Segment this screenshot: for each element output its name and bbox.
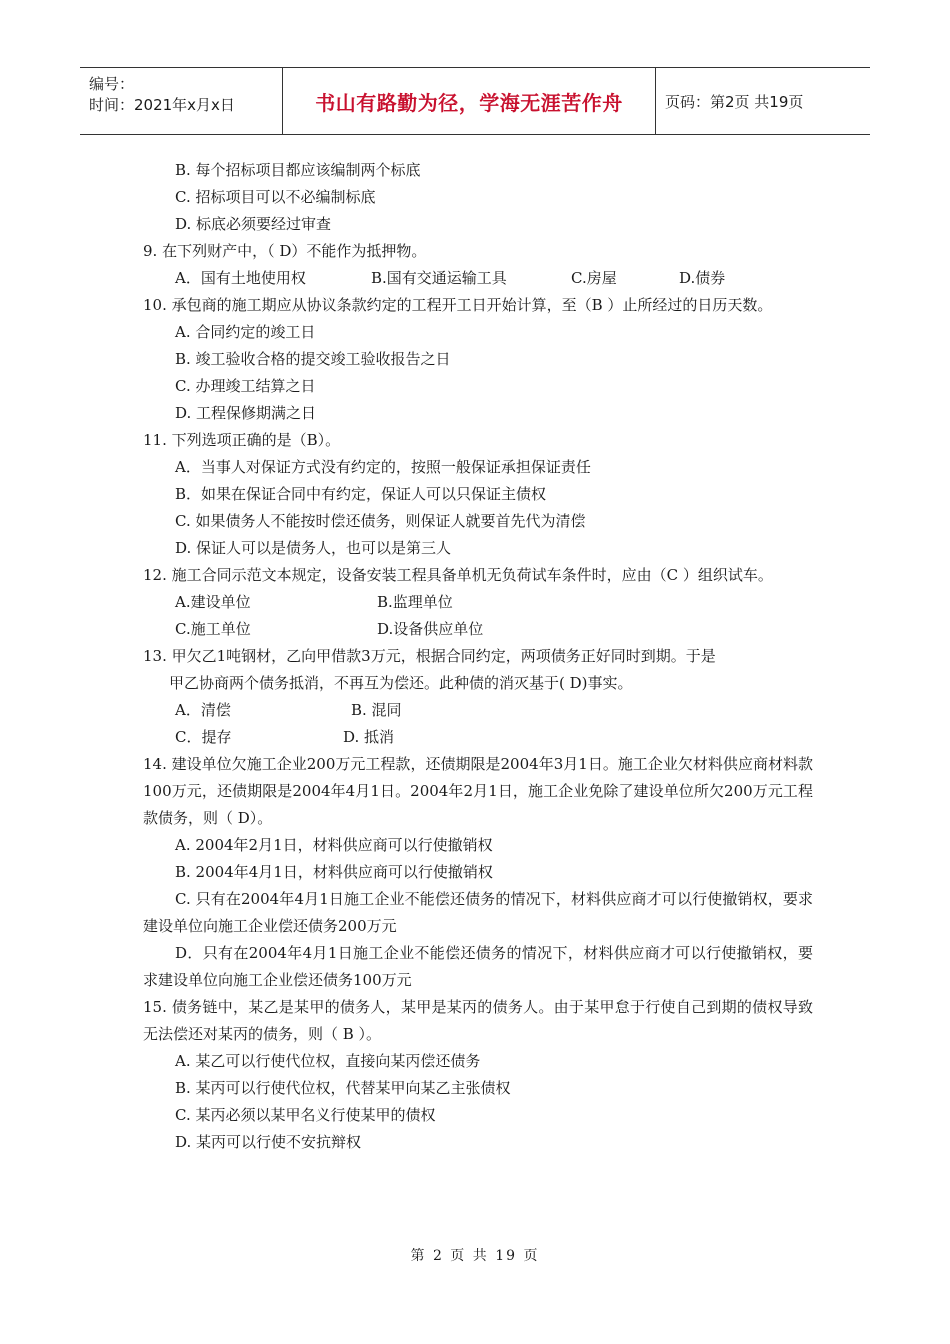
question-12-options-row2 [143, 616, 813, 643]
option-line: C. 办理竣工结算之日 [175, 377, 316, 395]
question-11: 11. 下列选项正确的是（B）。 [143, 431, 341, 449]
option-line: D. 标底必须要经过审查 [175, 215, 332, 233]
document-body [143, 157, 813, 1156]
option-b: B. 混同 [351, 701, 402, 719]
page-footer: 第 2 页 共 19 页 [410, 1248, 540, 1264]
option-line: C. 某丙必须以某甲名义行使某甲的债权 [175, 1106, 436, 1124]
question-15: 15. 债务链中，某乙是某甲的债务人，某甲是某丙的债务人。由于某甲怠于行使自己到期的债权导致无法偿还对某丙的债务，则（ B ）。 [143, 998, 813, 1043]
option-line: C. 招标项目可以不必编制标底 [175, 188, 376, 206]
option-line: A. 2004年2月1日，材料供应商可以行使撤销权 [175, 836, 493, 854]
option-d: D. 抵消 [343, 728, 395, 746]
page-header [80, 67, 870, 135]
option-line: D. 工程保修期满之日 [175, 404, 317, 422]
header-meta [80, 68, 283, 134]
option-line: B. 每个招标项目都应该编制两个标底 [175, 161, 421, 179]
option-line: D．只有在2004年4月1日施工企业不能偿还债务的情况下，材料供应商才可以行使撤销权，要求建设单位向施工企业偿还债务100万元 [143, 944, 813, 989]
option-line: C. 只有在2004年4月1日施工企业不能偿还债务的情况下，材料供应商才可以行使撤销权，要求建设单位向施工企业偿还债务200万元 [143, 890, 813, 935]
question-14: 14. 建设单位欠施工企业200万元工程款，还债期限是2004年3月1日。施工企业欠材料供应商材料款100万元，还债期限是2004年4月1日。2004年2月1日，施工企业免除了建设单位所欠200万元工程款债务，则（ D）。 [143, 755, 813, 827]
option-line: A．当事人对保证方式没有约定的，按照一般保证承担保证责任 [175, 458, 591, 476]
option-line: B. 竣工验收合格的提交竣工验收报告之日 [175, 350, 451, 368]
option-a: A．清偿 [175, 701, 231, 719]
option-c: C.房屋 [571, 269, 617, 287]
question-13-cont: 甲乙协商两个债务抵消，不再互为偿还。此种债的消灭基于( D)事实。 [169, 674, 633, 692]
option-line: C. 如果债务人不能按时偿还债务，则保证人就要首先代为清偿 [175, 512, 586, 530]
option-c: C.施工单位 [175, 620, 251, 638]
option-c: C．提存 [175, 728, 232, 746]
option-line: B．如果在保证合同中有约定，保证人可以只保证主债权 [175, 485, 547, 503]
question-9: 9. 在下列财产中，（ D）不能作为抵押物。 [143, 242, 427, 260]
option-line: D. 保证人可以是债务人，也可以是第三人 [175, 539, 452, 557]
option-a: A．国有土地使用权 [175, 269, 306, 287]
option-d: D.设备供应单位 [377, 620, 484, 638]
option-line: A. 合同约定的竣工日 [175, 323, 316, 341]
option-line: B. 2004年4月1日，材料供应商可以行使撤销权 [175, 863, 493, 881]
question-10: 10. 承包商的施工期应从协议条款约定的工程开工日开始计算，至（B ）止所经过的日历天数。 [143, 296, 773, 314]
question-13-options-row2 [143, 724, 813, 751]
document-date: 时间：2021年x月x日 [89, 96, 235, 114]
question-12-options-row1 [143, 589, 813, 616]
option-line: B. 某丙可以行使代位权，代替某甲向某乙主张债权 [175, 1079, 511, 1097]
option-a: A.建设单位 [175, 593, 251, 611]
option-d: D.债券 [679, 269, 726, 287]
option-b: B.监理单位 [377, 593, 453, 611]
header-motto: 书山有路勤为径，学海无涯苦作舟 [283, 68, 656, 134]
question-9-options [143, 265, 813, 292]
document-number-label: 编号： [89, 75, 135, 93]
question-13: 13. 甲欠乙1吨钢材，乙向甲借款3万元，根据合同约定，两项债务正好同时到期。于是 [143, 647, 716, 665]
option-b: B.国有交通运输工具 [371, 269, 507, 287]
question-12: 12. 施工合同示范文本规定，设备安装工程具备单机无负荷试车条件时，应由（C ）组织试车。 [143, 566, 773, 584]
header-page-info: 页码：第2页 共19页 [665, 92, 804, 111]
question-13-options-row1 [143, 697, 813, 724]
option-line: A. 某乙可以行使代位权，直接向某丙偿还债务 [175, 1052, 481, 1070]
option-line: D. 某丙可以行使不安抗辩权 [175, 1133, 362, 1151]
